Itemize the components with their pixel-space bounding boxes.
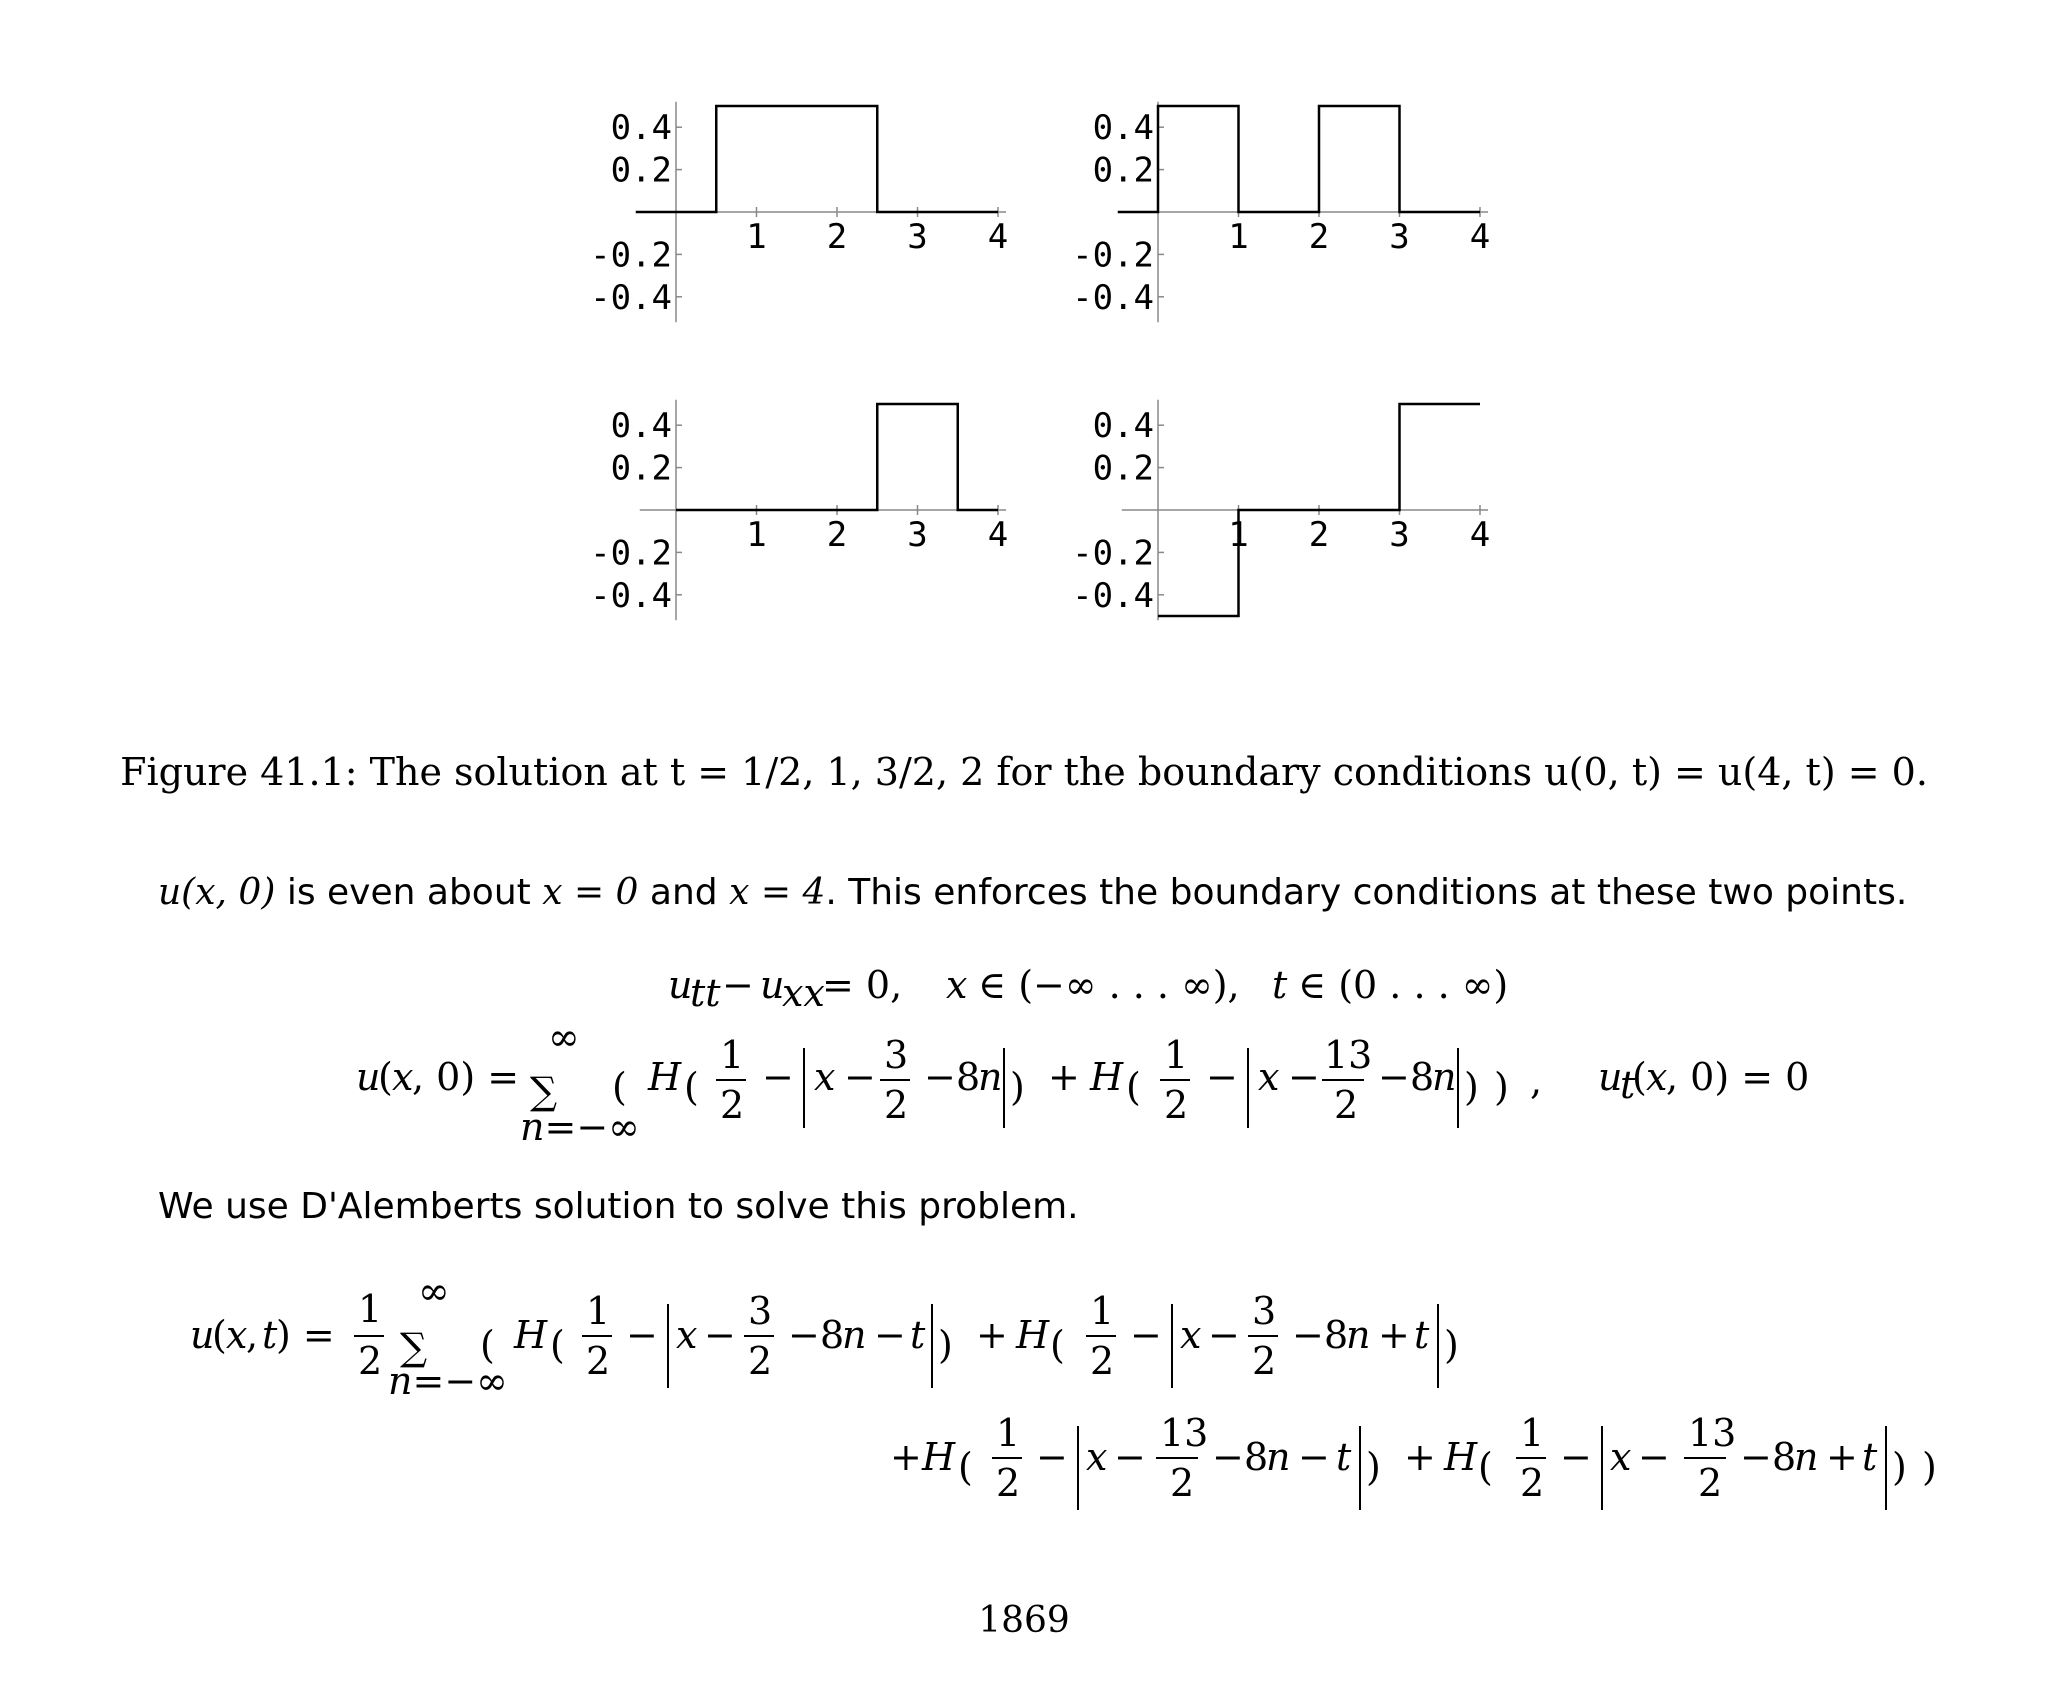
y-tick-label: -0.4 <box>1072 575 1154 616</box>
svg-text:): ) <box>1922 1445 1937 1489</box>
svg-text:(: ( <box>612 1065 627 1109</box>
svg-text:2: 2 <box>1090 1339 1115 1383</box>
y-tick-label: 0.4 <box>610 108 672 149</box>
svg-text:H: H <box>1090 1055 1124 1099</box>
y-tick-label: -0.4 <box>1072 277 1154 318</box>
svg-text:2: 2 <box>748 1339 773 1383</box>
svg-text:13: 13 <box>1160 1411 1209 1455</box>
equation-wave <box>668 963 1508 1015</box>
equation-initial-condition <box>356 1015 1809 1149</box>
svg-text:−: − <box>1378 1055 1410 1099</box>
svg-text:−: − <box>1206 1055 1238 1099</box>
svg-text:−: − <box>1288 1055 1320 1099</box>
svg-text:1: 1 <box>996 1411 1021 1455</box>
svg-text:t: t <box>262 1313 278 1357</box>
svg-text:8: 8 <box>1244 1435 1269 1479</box>
svg-text:x: x <box>1610 1435 1632 1479</box>
svg-text:): ) <box>1010 1065 1025 1109</box>
svg-text:,: , <box>246 1313 259 1357</box>
svg-text:13: 13 <box>1688 1411 1737 1455</box>
svg-text:): ) <box>1444 1323 1459 1367</box>
y-tick-label: 0.2 <box>610 150 672 191</box>
svg-text:1: 1 <box>1520 1411 1545 1455</box>
svg-text:tt: tt <box>690 971 721 1015</box>
y-tick-label: -0.2 <box>1072 235 1154 276</box>
svg-text:x: x <box>676 1313 698 1357</box>
svg-text:+: + <box>976 1313 1008 1357</box>
svg-text:x: x <box>946 963 968 1007</box>
svg-text:= 0,: = 0, <box>822 963 903 1007</box>
x-tick-label: 2 <box>826 217 848 257</box>
svg-text:−: − <box>1740 1435 1772 1479</box>
svg-text:3: 3 <box>884 1033 909 1077</box>
svg-text:): ) <box>1366 1445 1381 1489</box>
page-number: 1869 <box>978 1600 1070 1641</box>
svg-text:8: 8 <box>1410 1055 1435 1099</box>
svg-text:+: + <box>1826 1435 1858 1479</box>
svg-text:n: n <box>1432 1055 1457 1099</box>
svg-text:H: H <box>514 1313 548 1357</box>
svg-text:−: − <box>844 1055 876 1099</box>
svg-text:): ) <box>938 1323 953 1367</box>
svg-text:, 0) =: , 0) = <box>412 1055 520 1099</box>
x-tick-label: 1 <box>1228 217 1249 257</box>
x-tick-label: 2 <box>1308 217 1330 257</box>
svg-text:u: u <box>668 963 693 1007</box>
svg-text:−: − <box>762 1055 794 1099</box>
svg-text:u: u <box>1598 1055 1623 1099</box>
y-tick-label: 0.2 <box>1092 150 1154 191</box>
x-tick-label: 4 <box>1469 217 1491 257</box>
svg-text:(: ( <box>1050 1323 1065 1367</box>
svg-text:(: ( <box>378 1055 393 1099</box>
svg-text:+: + <box>1048 1055 1080 1099</box>
svg-text:−: − <box>722 963 754 1007</box>
svg-text:n: n <box>978 1055 1003 1099</box>
svg-text:8: 8 <box>956 1055 981 1099</box>
svg-text:x: x <box>814 1055 836 1099</box>
x-tick-label: 4 <box>987 515 1009 555</box>
svg-text:u: u <box>190 1313 215 1357</box>
equation-dalembert-line2 <box>890 1411 1937 1510</box>
y-tick-label: -0.4 <box>590 575 672 616</box>
svg-text:8: 8 <box>1324 1313 1349 1357</box>
svg-text:t: t <box>1620 1063 1636 1107</box>
svg-text:−: − <box>1130 1313 1162 1357</box>
x-tick-label: 4 <box>987 217 1009 257</box>
svg-text:+: + <box>890 1435 922 1479</box>
svg-text:): ) <box>1892 1445 1907 1489</box>
svg-text:∞: ∞ <box>548 1015 580 1059</box>
svg-text:H: H <box>922 1435 956 1479</box>
svg-text:) =: ) = <box>276 1313 335 1357</box>
svg-text:n: n <box>1346 1313 1371 1357</box>
svg-text:x: x <box>1258 1055 1280 1099</box>
svg-text:, 0) = 0: , 0) = 0 <box>1666 1055 1810 1099</box>
para-text-3: . This enforces the boundary conditions at these two points. <box>825 872 1908 913</box>
svg-text:xx: xx <box>782 971 825 1015</box>
svg-text:2: 2 <box>358 1339 383 1383</box>
svg-text:x: x <box>1086 1435 1108 1479</box>
svg-text:+: + <box>1378 1313 1410 1357</box>
svg-text:3: 3 <box>748 1289 773 1333</box>
y-tick-label: 0.2 <box>1092 448 1154 489</box>
y-tick-label: -0.4 <box>590 277 672 318</box>
paragraph-dalembert: We use D'Alemberts solution to solve this problem. <box>158 1186 1079 1227</box>
svg-text:x: x <box>1646 1055 1668 1099</box>
svg-text:1: 1 <box>358 1287 383 1331</box>
svg-text:−: − <box>1212 1435 1244 1479</box>
svg-text:∑: ∑ <box>530 1069 558 1113</box>
y-tick-label: 0.4 <box>1092 108 1154 149</box>
svg-text:2: 2 <box>996 1461 1021 1505</box>
svg-text:n: n <box>1794 1435 1819 1479</box>
svg-text:): ) <box>1494 1065 1509 1109</box>
svg-text:(: ( <box>1632 1055 1647 1099</box>
x-tick-label: 3 <box>907 217 928 257</box>
x-tick-label: 1 <box>746 217 767 257</box>
svg-text:2: 2 <box>1252 1339 1277 1383</box>
svg-text:n: n <box>1266 1435 1291 1479</box>
svg-text:(: ( <box>550 1323 565 1367</box>
svg-text:∞: ∞ <box>418 1269 450 1313</box>
x-tick-label: 2 <box>826 515 848 555</box>
y-tick-label: -0.2 <box>590 235 672 276</box>
svg-text:−: − <box>626 1313 658 1357</box>
svg-text:H: H <box>1444 1435 1478 1479</box>
svg-text:n=−∞: n=−∞ <box>388 1359 508 1403</box>
para-text-1: is even about <box>275 872 543 913</box>
y-tick-label: -0.2 <box>1072 533 1154 574</box>
svg-text:8: 8 <box>1772 1435 1797 1479</box>
svg-text:2: 2 <box>1334 1083 1359 1127</box>
svg-text:∈ (−∞ . . . ∞),: ∈ (−∞ . . . ∞), <box>978 963 1240 1007</box>
svg-text:(: ( <box>958 1445 973 1489</box>
svg-text:2: 2 <box>586 1339 611 1383</box>
svg-text:H: H <box>648 1055 682 1099</box>
svg-text:(: ( <box>1478 1445 1493 1489</box>
svg-text:n=−∞: n=−∞ <box>520 1105 640 1149</box>
svg-text:(: ( <box>212 1313 227 1357</box>
svg-text:8: 8 <box>820 1313 845 1357</box>
math-u-x-0: u(x, 0) <box>158 872 276 913</box>
svg-text:+: + <box>1404 1435 1436 1479</box>
svg-text:x: x <box>392 1055 414 1099</box>
svg-text:t: t <box>1414 1313 1430 1357</box>
svg-text:−: − <box>924 1055 956 1099</box>
y-tick-label: 0.4 <box>610 406 672 447</box>
svg-text:t: t <box>1862 1435 1878 1479</box>
svg-text:1: 1 <box>586 1289 611 1333</box>
equation-dalembert-line1 <box>190 1269 1459 1403</box>
svg-text:n: n <box>842 1313 867 1357</box>
svg-text:1: 1 <box>1164 1033 1189 1077</box>
x-tick-label: 3 <box>1389 515 1410 555</box>
x-tick-label: 3 <box>1389 217 1410 257</box>
y-tick-label: -0.2 <box>590 533 672 574</box>
svg-text:(: ( <box>1126 1065 1141 1109</box>
svg-text:−: − <box>1638 1435 1670 1479</box>
svg-text:t: t <box>1272 963 1288 1007</box>
svg-text:2: 2 <box>1698 1461 1723 1505</box>
math-x-eq-4: x = 4 <box>729 872 826 913</box>
svg-text:u: u <box>356 1055 381 1099</box>
y-tick-label: 0.4 <box>1092 406 1154 447</box>
svg-text:−: − <box>788 1313 820 1357</box>
svg-text:(: ( <box>684 1065 699 1109</box>
x-tick-label: 2 <box>1308 515 1330 555</box>
x-tick-label: 3 <box>907 515 928 555</box>
svg-text:1: 1 <box>720 1033 745 1077</box>
svg-text:2: 2 <box>720 1083 745 1127</box>
svg-text:∈ (0 . . . ∞): ∈ (0 . . . ∞) <box>1298 963 1509 1007</box>
svg-text:−: − <box>874 1313 906 1357</box>
x-tick-label: 1 <box>1228 515 1249 555</box>
svg-text:H: H <box>1016 1313 1050 1357</box>
figure-caption: Figure 41.1: The solution at t = 1/2, 1, 3/2, 2 for the boundary conditions u(0, t) = u(4, t) = 0. <box>120 750 1928 794</box>
svg-text:−: − <box>1036 1435 1068 1479</box>
svg-text:2: 2 <box>1520 1461 1545 1505</box>
svg-text:−: − <box>1292 1313 1324 1357</box>
x-tick-label: 1 <box>746 515 767 555</box>
svg-text:∑: ∑ <box>400 1325 428 1369</box>
svg-text:(: ( <box>480 1323 495 1367</box>
svg-text:2: 2 <box>884 1083 909 1127</box>
svg-text:,: , <box>1530 1059 1543 1103</box>
svg-text:−: − <box>1298 1435 1330 1479</box>
svg-text:x: x <box>226 1313 248 1357</box>
svg-text:−: − <box>1208 1313 1240 1357</box>
para-text-2: and <box>638 872 730 913</box>
svg-text:t: t <box>910 1313 926 1357</box>
svg-text:): ) <box>1464 1065 1479 1109</box>
svg-text:2: 2 <box>1170 1461 1195 1505</box>
svg-text:−: − <box>1114 1435 1146 1479</box>
svg-text:−: − <box>1560 1435 1592 1479</box>
svg-text:x: x <box>1180 1313 1202 1357</box>
math-x-eq-0: x = 0 <box>542 872 639 913</box>
svg-text:3: 3 <box>1252 1289 1277 1333</box>
svg-text:−: − <box>704 1313 736 1357</box>
svg-text:u: u <box>760 963 785 1007</box>
svg-text:2: 2 <box>1164 1083 1189 1127</box>
y-tick-label: 0.2 <box>610 448 672 489</box>
svg-text:1: 1 <box>1090 1289 1115 1333</box>
svg-text:t: t <box>1336 1435 1352 1479</box>
x-tick-label: 4 <box>1469 515 1491 555</box>
svg-text:13: 13 <box>1324 1033 1373 1077</box>
